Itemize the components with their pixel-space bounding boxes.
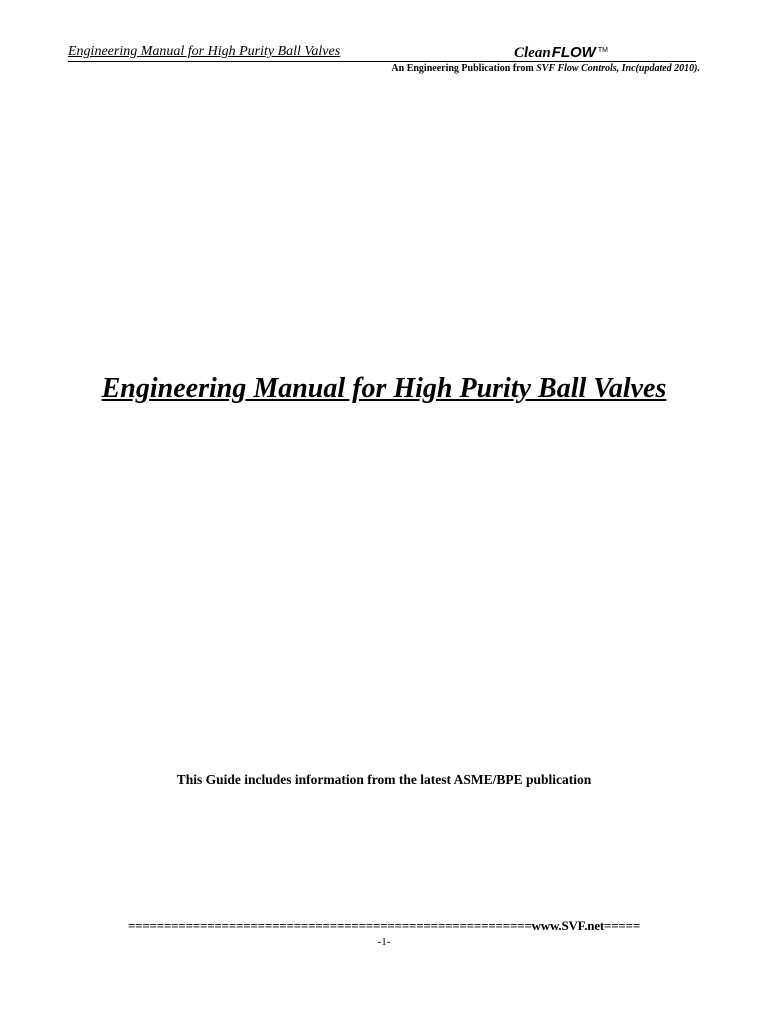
publication-prefix: An Engineering Publication from xyxy=(391,63,537,74)
footer-website-rule: ========================================================www.SVF.net===== xyxy=(127,918,641,933)
publication-line xyxy=(391,63,700,74)
header-underline-rule xyxy=(68,61,696,62)
brand-trademark: TM xyxy=(597,47,608,54)
brand-flow-text: FLOW xyxy=(551,44,596,61)
guide-note: This Guide includes information from the latest ASME/BPE publication xyxy=(176,772,592,787)
brand-clean-text: Clean xyxy=(514,45,551,61)
publication-source: SVF Flow Controls, Inc(updated 2010). xyxy=(536,63,700,74)
document-title: Engineering Manual for High Purity Ball Valves xyxy=(101,373,667,404)
brand-logo xyxy=(514,43,608,61)
running-header-title: Engineering Manual for High Purity Ball Valves xyxy=(68,44,341,59)
page-number: -1- xyxy=(377,936,391,948)
